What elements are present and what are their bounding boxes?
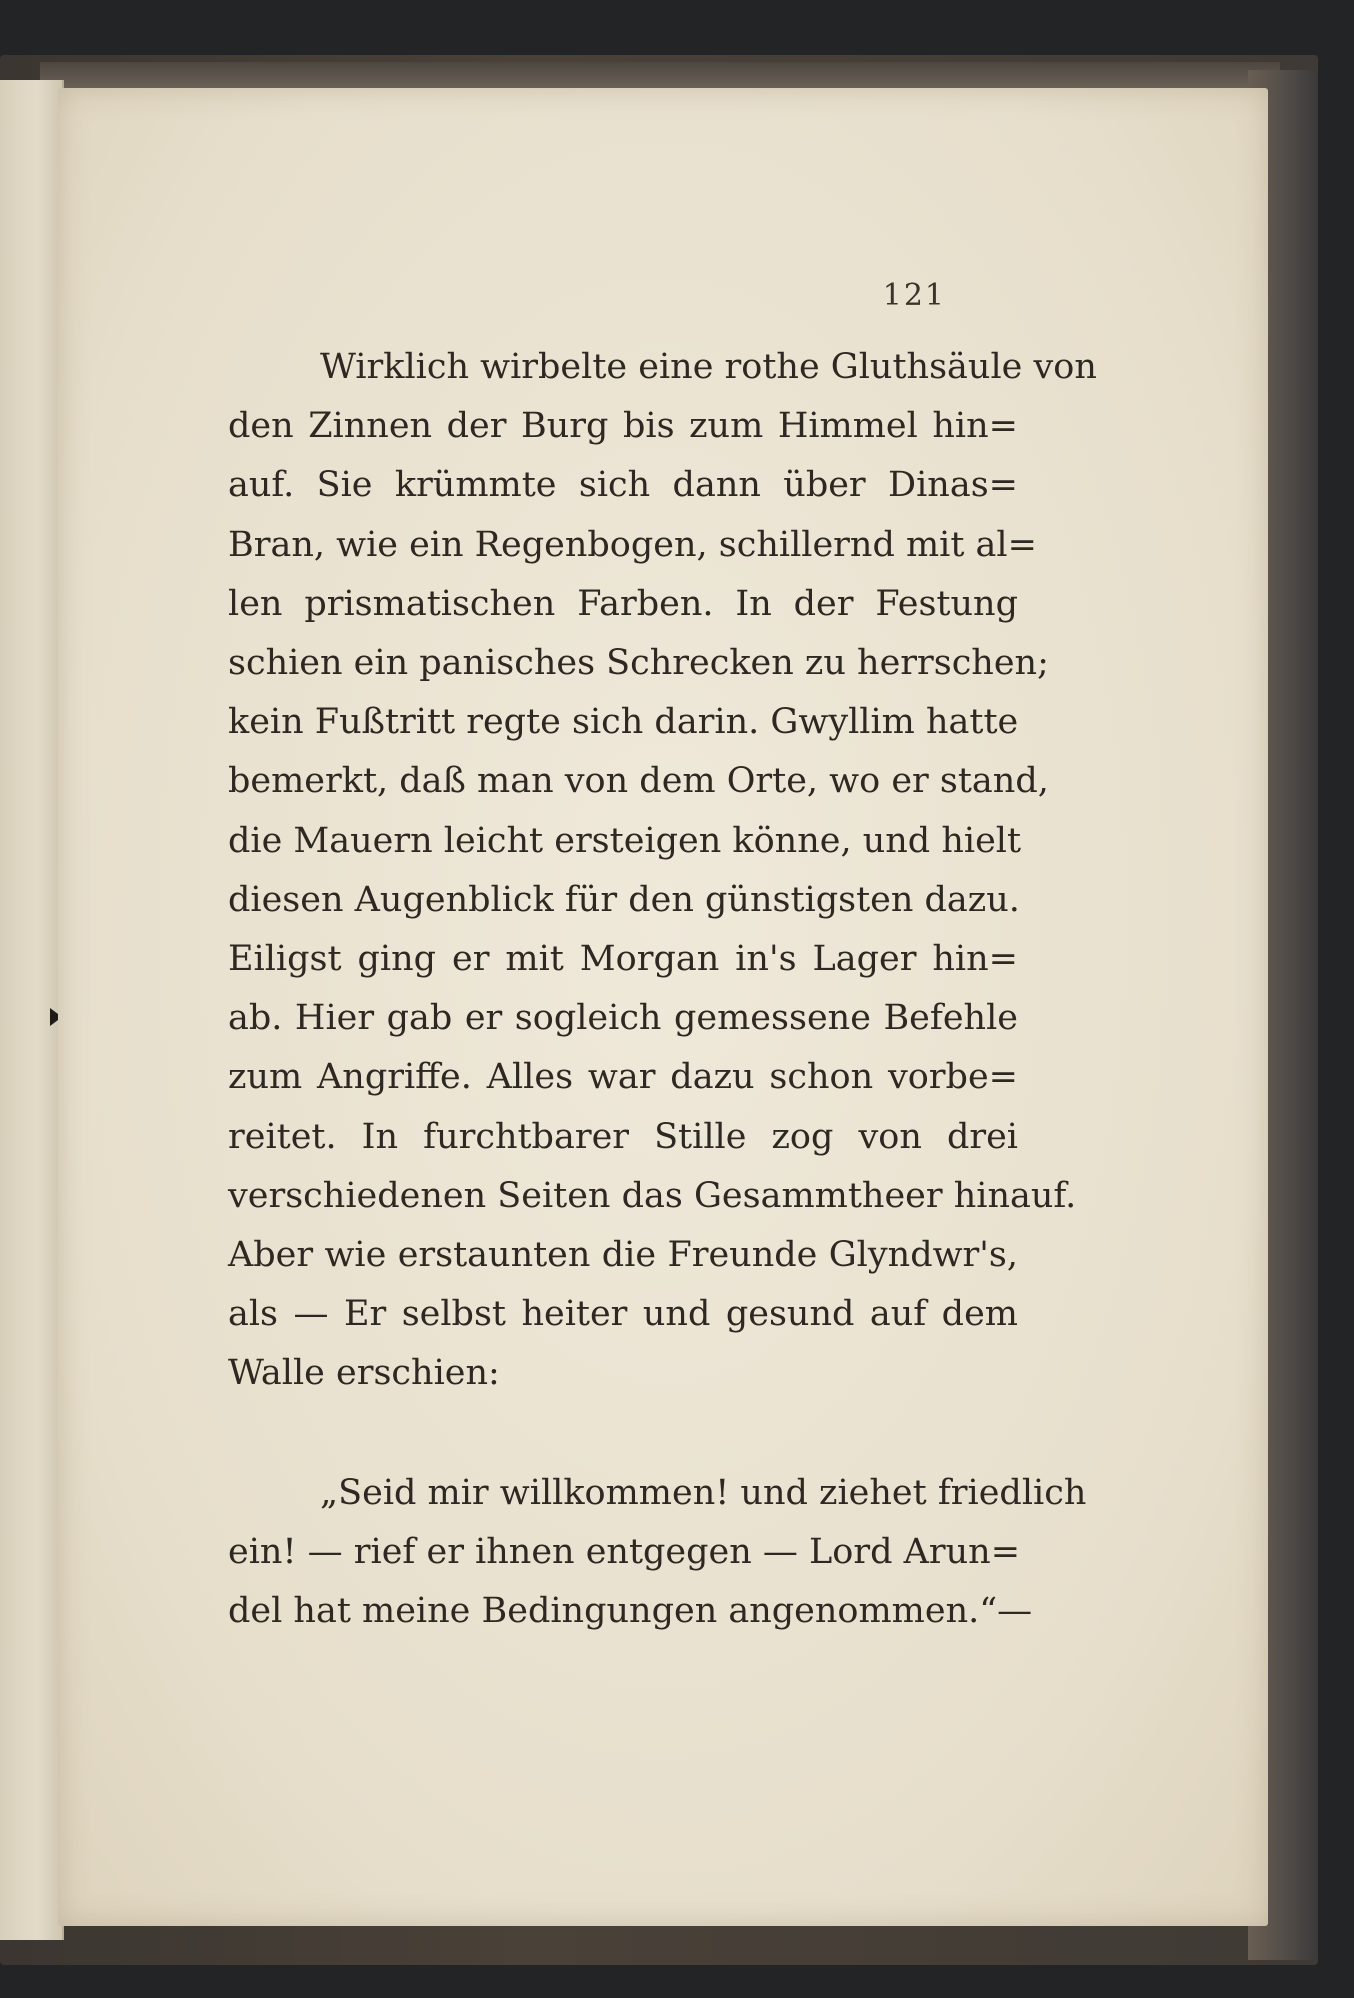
book-page: [58, 88, 1268, 1926]
text-line: als — Er selbst heiter und gesund auf dem: [228, 1294, 1018, 1335]
text-line: „Seid mir willkommen! und ziehet friedlich: [320, 1472, 1087, 1513]
text-line: reitet. In furchtbarer Stille zog von drei: [228, 1116, 1018, 1157]
text-line: Eiligst ging er mit Morgan in's Lager hin=: [228, 939, 1018, 980]
text-line: ab. Hier gab er sogleich gemessene Befehle: [228, 998, 1018, 1039]
paragraph-gap: [228, 1404, 1018, 1464]
text-line: den Zinnen der Burg bis zum Himmel hin=: [228, 406, 1018, 447]
text-line: Walle erschien:: [228, 1353, 500, 1394]
text-line: kein Fußtritt regte sich darin. Gwyllim hatte: [228, 702, 1019, 743]
text-line: zum Angriffe. Alles war dazu schon vorbe=: [228, 1057, 1018, 1098]
text-line: del hat meine Bedingungen angenommen.“—: [228, 1591, 1033, 1632]
paragraph-1: [228, 338, 1097, 1404]
text-line: Bran, wie ein Regenbogen, schillernd mit al=: [228, 524, 1037, 565]
text-line: Aber wie erstaunten die Freunde Glyndwr's,: [228, 1235, 1018, 1276]
page-number: 121: [882, 278, 946, 313]
text-line: auf. Sie krümmte sich dann über Dinas=: [228, 465, 1018, 506]
text-line: die Mauern leicht ersteigen könne, und hielt: [228, 820, 1022, 861]
text-line: len prismatischen Farben. In der Festung: [228, 583, 1018, 624]
text-line: Wirklich wirbelte eine rothe Gluthsäule von: [320, 347, 1097, 387]
text-line: ein! — rief er ihnen entgegen — Lord Arun=: [228, 1531, 1021, 1572]
text-line: verschiedenen Seiten das Gesammtheer hinauf.: [228, 1175, 1077, 1216]
text-line: bemerkt, daß man von dem Orte, wo er stand,: [228, 761, 1049, 802]
paragraph-2: [228, 1464, 1087, 1642]
page-text: [228, 338, 1097, 1641]
text-line: diesen Augenblick für den günstigsten dazu.: [228, 879, 1020, 920]
text-line: schien ein panisches Schrecken zu herrschen;: [228, 643, 1049, 684]
